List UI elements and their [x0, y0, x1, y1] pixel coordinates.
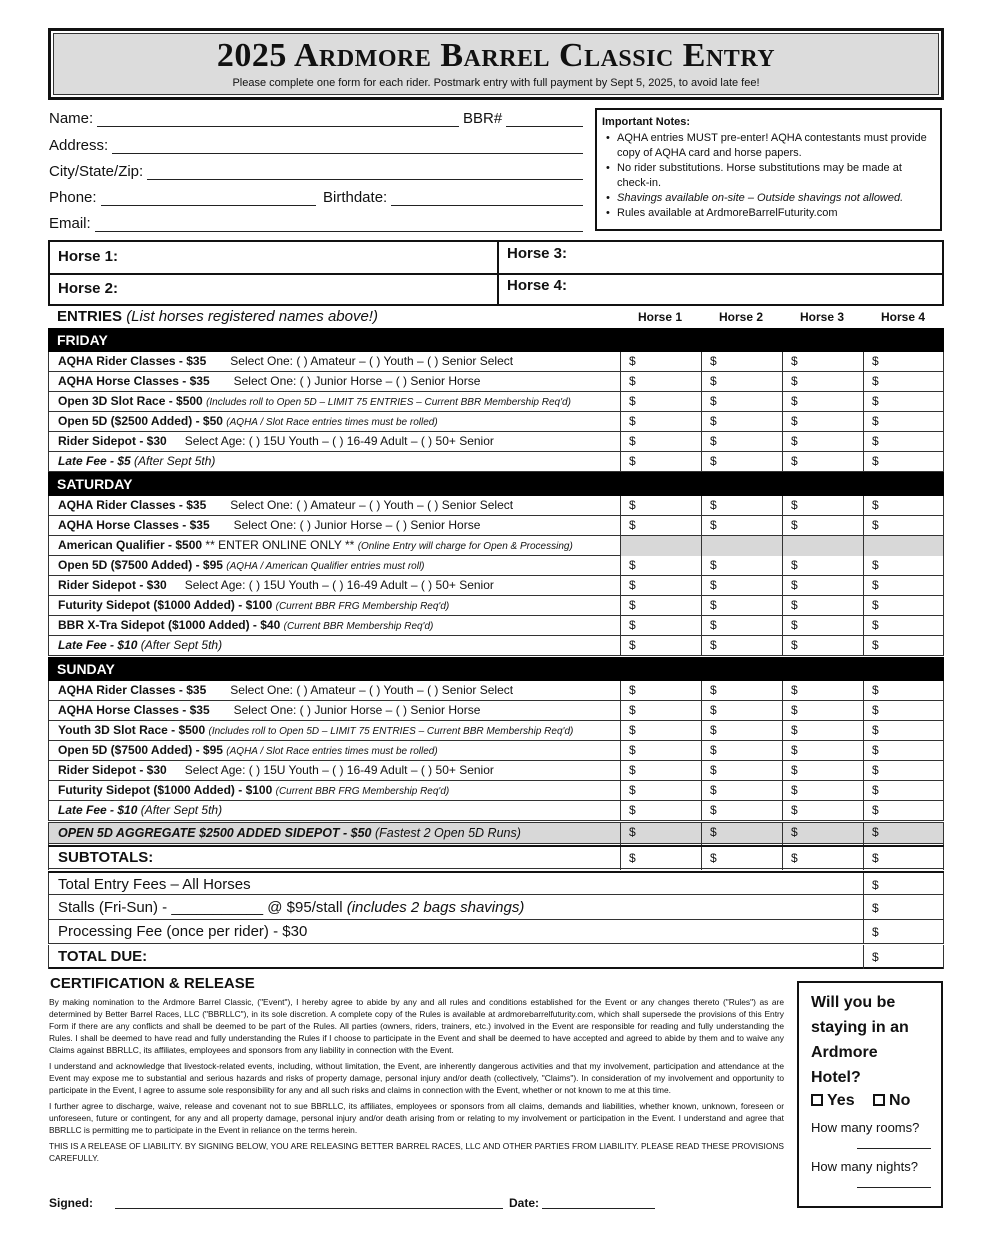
entry-name: Late Fee - $5	[58, 454, 131, 468]
date-label: Date:	[509, 1196, 540, 1210]
fee-cell[interactable]: $	[701, 721, 782, 741]
note-item: • Rules available at ArdmoreBarrelFuturity.com	[602, 206, 934, 221]
date-line[interactable]	[542, 1208, 655, 1209]
entry-name: Late Fee - $10	[58, 638, 138, 652]
notes-title: Important Notes:	[602, 116, 690, 128]
subtotals-label: SUBTOTALS:	[48, 847, 620, 870]
entry-detail: Select Age: ( ) 15U Youth – ( ) 16-49 Adult – ( ) 50+ Senior	[184, 578, 494, 592]
entry-name: AQHA Rider Classes - $35	[58, 498, 207, 512]
fee-cell[interactable]: $	[782, 516, 863, 536]
entry-detail: Select One: ( ) Amateur – ( ) Youth – ( ) Senior Select	[230, 354, 514, 368]
entry-detail: Select One: ( ) Junior Horse – ( ) Senior Horse	[233, 518, 481, 532]
processing-cell[interactable]: $	[863, 920, 944, 944]
fee-cell[interactable]: $	[701, 741, 782, 761]
signature-line[interactable]	[115, 1208, 503, 1209]
subtotals-row	[48, 845, 944, 869]
fee-cell[interactable]: $	[863, 681, 944, 701]
total-due-cell[interactable]: $	[863, 945, 944, 969]
birthdate-label: Birthdate:	[323, 189, 388, 206]
table-row	[48, 536, 944, 556]
nights-label: How many nights?	[811, 1159, 918, 1174]
name-field[interactable]	[49, 110, 459, 127]
fee-cell[interactable]: $	[782, 412, 863, 432]
entry-name: AQHA Horse Classes - $35	[58, 703, 210, 717]
fee-cell[interactable]: $	[701, 636, 782, 656]
entry-mid: ** ENTER ONLINE ONLY **	[205, 538, 355, 552]
entry-name: AQHA Rider Classes - $35	[58, 683, 207, 697]
table-row	[48, 741, 944, 761]
entries-note: (List horses registered names above!)	[126, 308, 378, 325]
entry-detail: (After Sept 5th)	[134, 454, 216, 468]
fee-cell[interactable]: $	[620, 372, 701, 392]
horse-2-field[interactable]: Horse 2:	[58, 280, 119, 297]
certification-title: CERTIFICATION & RELEASE	[50, 975, 255, 992]
table-row	[48, 432, 944, 452]
stalls-text: Stalls (Fri-Sun) - ___________ @ $95/stall	[58, 899, 343, 916]
phone-field[interactable]	[49, 189, 316, 206]
form-subtitle: Please complete one form for each rider. Postmark entry with full payment by Sept 5, 2025, to avoid late fee!	[232, 77, 760, 89]
form-header	[48, 28, 944, 100]
address-field[interactable]	[49, 137, 583, 154]
fee-cell[interactable]: $	[620, 452, 701, 472]
fee-cell[interactable]: $	[863, 636, 944, 656]
table-row	[48, 616, 944, 636]
subtotal-cell[interactable]: $	[782, 847, 863, 870]
fee-cell[interactable]: $	[863, 392, 944, 412]
processing-label: Processing Fee (once per rider) - $30	[48, 920, 863, 944]
subtotal-cell[interactable]: $	[620, 847, 701, 870]
fee-cell[interactable]: $	[863, 412, 944, 432]
fee-cell[interactable]: $	[620, 681, 701, 701]
fee-cell[interactable]: $	[701, 372, 782, 392]
note-item: • No rider substitutions. Horse substitutions may be made at check-in.	[602, 161, 934, 191]
fee-cell[interactable]: $	[782, 823, 863, 845]
table-row	[48, 761, 944, 781]
fee-cell[interactable]: $	[701, 616, 782, 636]
sunday-bar: SUNDAY	[48, 657, 944, 681]
fee-cell[interactable]: $	[863, 432, 944, 452]
fee-cell[interactable]: $	[863, 516, 944, 536]
col-horse-2: Horse 2	[718, 310, 764, 324]
fee-cell[interactable]: $	[782, 372, 863, 392]
rooms-input[interactable]	[857, 1135, 931, 1149]
entry-detail: (Current BBR Membership Req'd)	[283, 621, 434, 632]
table-row	[48, 516, 944, 536]
stalls-label	[48, 896, 863, 920]
fee-cell[interactable]: $	[863, 781, 944, 801]
entry-name: Futurity Sidepot ($1000 Added) - $100	[58, 598, 273, 612]
cert-paragraph: By making nomination to the Ardmore Barrel Classic, ("Event"), I hereby agree to abide by any and all rules and conditions established for the Event or any changes thereto ("Rules") as are determined by Better Barrel Races, LLC ("BBRLLC"), in its sole discretion. A complete copy of the Rules is available at ardmorebarrelfuturity.com, which shall supersede the provisions of this Entry Form if there are any conflicts and shall be deemed to be part of the Rules. All parties (owners, riders, trainers, etc.) involved in the Event are responsible for reading and fully understanding the Rules. I shall be deemed to have read and fully understanding the Rules if I choose to participate in the Event and shall be deemed to have accepted and agreed to abide by them and to waive any Claims against BBRLLC, its affiliates, employees and sponsors from any liability in connection with the Event.	[49, 997, 784, 1055]
fee-cell[interactable]: $	[620, 432, 701, 452]
disabled-cell	[782, 536, 863, 556]
fee-cell[interactable]: $	[863, 496, 944, 516]
saturday-bar: SATURDAY	[48, 472, 944, 496]
fee-cell[interactable]: $	[863, 576, 944, 596]
fee-cell[interactable]: $	[782, 576, 863, 596]
entry-detail: (AQHA / Slot Race entries times must be rolled)	[226, 746, 438, 757]
note-item: • AQHA entries MUST pre-enter! AQHA contestants must provide copy of AQHA card and horse papers.	[602, 131, 934, 161]
stalls-note: (includes 2 bags shavings)	[346, 899, 525, 916]
table-row	[48, 801, 944, 821]
fee-cell[interactable]: $	[701, 452, 782, 472]
stalls-cell[interactable]: $	[863, 896, 944, 920]
fee-cell[interactable]: $	[863, 556, 944, 576]
fee-cell[interactable]: $	[863, 452, 944, 472]
fee-cell[interactable]: $	[782, 392, 863, 412]
disabled-cell	[701, 536, 782, 556]
entry-detail: (Current BBR FRG Membership Req'd)	[275, 601, 450, 612]
fee-cell[interactable]: $	[782, 741, 863, 761]
entry-detail: Select One: ( ) Junior Horse – ( ) Senior Horse	[233, 703, 481, 717]
no-checkbox[interactable]	[873, 1092, 910, 1109]
entries-heading	[57, 308, 378, 325]
entry-name: Late Fee - $10	[58, 803, 138, 817]
entry-detail: Select One: ( ) Junior Horse – ( ) Senior Horse	[233, 374, 481, 388]
fee-cell[interactable]: $	[782, 781, 863, 801]
fee-cell[interactable]: $	[620, 761, 701, 781]
fee-cell[interactable]: $	[782, 496, 863, 516]
entry-detail: (AQHA / American Qualifier entries must roll)	[226, 561, 425, 572]
entry-name: Open 5D ($7500 Added) - $95	[58, 558, 223, 572]
no-label: No	[889, 1092, 911, 1109]
name-label: Name:	[49, 110, 94, 127]
signed-label: Signed:	[49, 1196, 93, 1210]
entry-name: AQHA Rider Classes - $35	[58, 354, 207, 368]
bbr-label: BBR#	[463, 110, 503, 127]
table-row	[48, 576, 944, 596]
fee-cell[interactable]: $	[863, 761, 944, 781]
col-horse-3: Horse 3	[799, 310, 845, 324]
fee-cell[interactable]: $	[782, 432, 863, 452]
entry-name: Open 5D ($7500 Added) - $95	[58, 743, 223, 757]
entry-name: Futurity Sidepot ($1000 Added) - $100	[58, 783, 273, 797]
hotel-yes-no	[811, 1092, 929, 1110]
fee-cell[interactable]: $	[620, 701, 701, 721]
table-row	[48, 721, 944, 741]
fee-cell[interactable]: $	[782, 681, 863, 701]
fee-cell[interactable]: $	[701, 412, 782, 432]
entry-detail: Select Age: ( ) 15U Youth – ( ) 16-49 Adult – ( ) 50+ Senior	[184, 434, 494, 448]
fee-cell[interactable]: $	[863, 801, 944, 821]
aggregate-row	[48, 822, 944, 844]
hotel-box	[797, 981, 943, 1208]
fee-cell[interactable]: $	[863, 741, 944, 761]
disabled-cell	[620, 536, 701, 556]
table-row	[48, 556, 944, 576]
entry-detail: (Includes roll to Open 5D – LIMIT 75 ENTRIES – Current BBR Membership Req'd)	[206, 397, 571, 408]
table-row	[48, 412, 944, 432]
processing-row	[48, 920, 944, 944]
entry-name: Rider Sidepot - $30	[58, 763, 167, 777]
horse-4-field[interactable]: Horse 4:	[507, 277, 568, 294]
fee-cell[interactable]: $	[863, 823, 944, 845]
entry-name: Youth 3D Slot Race - $500	[58, 723, 206, 737]
total-entry-fees-row	[48, 871, 944, 895]
fee-cell[interactable]: $	[782, 701, 863, 721]
fee-cell[interactable]: $	[863, 701, 944, 721]
table-row	[48, 352, 944, 372]
fee-cell[interactable]: $	[701, 761, 782, 781]
entry-name: Rider Sidepot - $30	[58, 578, 167, 592]
hotel-question: staying in an	[811, 1019, 909, 1036]
horse-1-field[interactable]: Horse 1:	[58, 248, 119, 265]
total-entry-fees-label: Total Entry Fees – All Horses	[48, 873, 863, 897]
fee-cell[interactable]: $	[620, 556, 701, 576]
fee-cell[interactable]: $	[782, 761, 863, 781]
fee-cell[interactable]: $	[701, 701, 782, 721]
signature-row	[49, 1196, 669, 1212]
fee-cell[interactable]: $	[782, 616, 863, 636]
fee-cell[interactable]: $	[701, 352, 782, 372]
fee-cell[interactable]: $	[863, 596, 944, 616]
fee-cell[interactable]: $	[863, 372, 944, 392]
yes-checkbox[interactable]	[811, 1092, 855, 1109]
table-row	[48, 496, 944, 516]
city-label: City/State/Zip:	[49, 163, 144, 180]
subtotal-cell[interactable]: $	[863, 847, 944, 870]
fee-cell[interactable]: $	[620, 352, 701, 372]
table-row	[48, 452, 944, 472]
fee-cell[interactable]: $	[863, 616, 944, 636]
fee-cell[interactable]: $	[701, 432, 782, 452]
hotel-question: Will you be	[811, 994, 896, 1011]
city-state-zip-field[interactable]	[49, 163, 583, 180]
yes-label: Yes	[827, 1092, 855, 1109]
rooms-label: How many rooms?	[811, 1120, 920, 1135]
fee-cell[interactable]: $	[863, 352, 944, 372]
certification-text	[49, 996, 784, 1168]
entry-name: AQHA Horse Classes - $35	[58, 374, 210, 388]
fee-cell[interactable]: $	[620, 823, 701, 845]
fee-cell[interactable]: $	[701, 801, 782, 821]
email-field[interactable]	[49, 215, 583, 232]
fee-cell[interactable]: $	[782, 636, 863, 656]
fee-cell[interactable]: $	[620, 616, 701, 636]
address-label: Address:	[49, 137, 109, 154]
form-title: 2025 Ardmore Barrel Classic Entry	[216, 37, 776, 74]
important-notes	[595, 108, 942, 231]
entry-name: Open 3D Slot Race - $500	[58, 394, 203, 408]
birthdate-field[interactable]	[323, 189, 583, 206]
fee-cell[interactable]: $	[701, 823, 782, 845]
fee-cell[interactable]: $	[782, 452, 863, 472]
email-label: Email:	[49, 215, 91, 232]
entry-name: AQHA Horse Classes - $35	[58, 518, 210, 532]
table-row	[48, 596, 944, 616]
fee-cell[interactable]: $	[620, 496, 701, 516]
aggregate-detail: (Fastest 2 Open 5D Runs)	[375, 826, 521, 840]
entry-detail: Select Age: ( ) 15U Youth – ( ) 16-49 Adult – ( ) 50+ Senior	[184, 763, 494, 777]
total-due-row	[48, 945, 944, 969]
entry-detail: (Current BBR FRG Membership Req'd)	[275, 786, 450, 797]
entry-detail: (AQHA / Slot Race entries times must be rolled)	[226, 417, 438, 428]
disabled-cell	[863, 536, 944, 556]
entry-name: Open 5D ($2500 Added) - $50	[58, 414, 223, 428]
fee-cell[interactable]: $	[701, 576, 782, 596]
fee-cell[interactable]: $	[782, 721, 863, 741]
entries-title: ENTRIES	[57, 308, 123, 325]
fee-cell[interactable]: $	[620, 741, 701, 761]
bbr-field[interactable]	[463, 110, 583, 127]
fee-cell[interactable]: $	[620, 516, 701, 536]
table-row	[48, 681, 944, 701]
entry-detail: (After Sept 5th)	[140, 638, 223, 652]
entry-detail: Select One: ( ) Amateur – ( ) Youth – ( ) Senior Select	[230, 498, 514, 512]
total-entry-fees-cell[interactable]: $	[863, 873, 944, 897]
friday-bar: FRIDAY	[48, 328, 944, 352]
checkbox-icon	[873, 1094, 885, 1106]
phone-label: Phone:	[49, 189, 97, 206]
table-row	[48, 781, 944, 801]
fee-cell[interactable]: $	[620, 596, 701, 616]
fee-cell[interactable]: $	[620, 721, 701, 741]
total-due-label: TOTAL DUE:	[48, 945, 863, 969]
fee-cell[interactable]: $	[620, 636, 701, 656]
fee-cell[interactable]: $	[620, 576, 701, 596]
stalls-row	[48, 896, 944, 920]
fee-cell[interactable]: $	[863, 721, 944, 741]
fee-cell[interactable]: $	[620, 412, 701, 432]
fee-cell[interactable]: $	[620, 801, 701, 821]
cert-paragraph: I further agree to discharge, waive, release and covenant not to sue BBRLLC, its affiliates, employees or sponsors from all claims, demands and liabilities, whether known, unknown, foreseen or unforeseen, future or contingent, for any and all property damage, personal injury and/or death arising from or relating to my involvement or participation in the Event. I understand and agree that BBRLLC is permitting me to participate in the Event in reliance on the terms herein.	[49, 1101, 784, 1135]
fee-cell[interactable]: $	[782, 556, 863, 576]
col-horse-4: Horse 4	[880, 310, 926, 324]
entry-name: American Qualifier - $500	[58, 538, 203, 552]
fee-cell[interactable]: $	[701, 556, 782, 576]
cert-paragraph: THIS IS A RELEASE OF LIABILITY. BY SIGNING BELOW, YOU ARE RELEASING BETTER BARREL RACES, LLC AND OTHER PARTIES FROM LIABILITY. PLEASE READ THESE PROVISIONS CAREFULLY.	[49, 1141, 784, 1163]
entry-detail: Select One: ( ) Amateur – ( ) Youth – ( ) Senior Select	[230, 683, 514, 697]
entry-detail: (Includes roll to Open 5D – LIMIT 75 ENTRIES – Current BBR Membership Req'd)	[208, 726, 574, 737]
hotel-question: Hotel?	[811, 1069, 861, 1086]
nights-input[interactable]	[857, 1174, 931, 1188]
horse-3-field[interactable]: Horse 3:	[507, 245, 568, 262]
table-row	[48, 372, 944, 392]
table-row	[48, 701, 944, 721]
entry-name: Rider Sidepot - $30	[58, 434, 167, 448]
fee-cell[interactable]: $	[620, 392, 701, 412]
fee-cell[interactable]: $	[701, 596, 782, 616]
fee-cell[interactable]: $	[782, 801, 863, 821]
horse-names-box	[48, 240, 944, 306]
note-item: • Shavings available on-site – Outside shavings not allowed.	[602, 191, 934, 206]
table-row	[48, 636, 944, 656]
fee-cell[interactable]: $	[701, 781, 782, 801]
entry-name: BBR X-Tra Sidepot ($1000 Added) - $40	[58, 618, 281, 632]
fee-cell[interactable]: $	[701, 681, 782, 701]
col-horse-1: Horse 1	[637, 310, 683, 324]
fee-cell[interactable]: $	[782, 596, 863, 616]
cert-paragraph: I understand and acknowledge that livestock-related events, including, without limitation, the Event, are inherently dangerous activities and that my involvement, participation and attendance at the Event may expose me to substantial and serious hazards and risks of property damage, personal injury and/or death (collectively, "Claims"). In consideration of my involvement and opportunity to participate in the Event, I agree to assume sole responsibility for any and all such risks and claims in connection with the Event, whether or not known to me at this time.	[49, 1061, 784, 1095]
fee-cell[interactable]: $	[701, 516, 782, 536]
checkbox-icon	[811, 1094, 823, 1106]
hotel-question: Ardmore	[811, 1044, 878, 1061]
table-row	[48, 392, 944, 412]
fee-cell[interactable]: $	[701, 496, 782, 516]
subtotal-cell[interactable]: $	[701, 847, 782, 870]
fee-cell[interactable]: $	[620, 781, 701, 801]
entry-detail: (Online Entry will charge for Open & Processing)	[357, 541, 573, 552]
aggregate-name: OPEN 5D AGGREGATE $2500 ADDED SIDEPOT - $50	[58, 826, 372, 840]
fee-cell[interactable]: $	[701, 392, 782, 412]
fee-cell[interactable]: $	[782, 352, 863, 372]
entry-detail: (After Sept 5th)	[140, 803, 223, 817]
